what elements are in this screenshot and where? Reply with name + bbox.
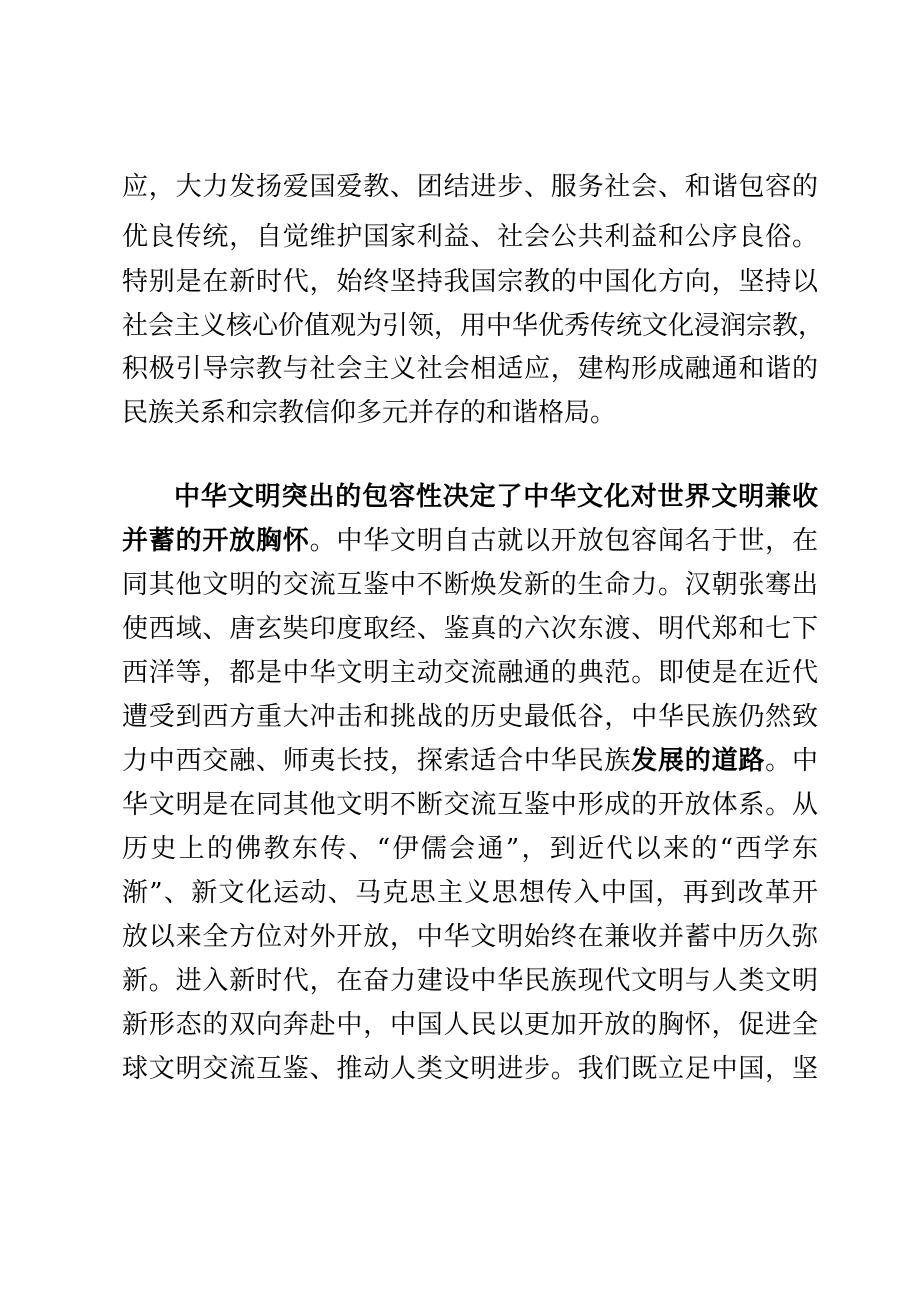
heading-text-continued: 并蓄的开放胸怀 — [122, 526, 310, 556]
paragraph-2-line-14: 球文明交流互鉴、推动人类文明进步。我们既立足中国，坚 — [122, 1054, 818, 1084]
paragraph-2-line-8: 华文明是在同其他文明不断交流互鉴中形成的开放体系。从 — [122, 790, 818, 820]
paragraph-2-line-11: 放以来全方位对外开放，中华文明始终在兼收并蓄中历久弥 — [122, 922, 818, 952]
paragraph-2-line-3: 同其他文明的交流互鉴中不断焕发新的生命力。汉朝张骞出 — [122, 570, 818, 600]
paragraph-2-line-5: 西洋等，都是中华文明主动交流融通的典范。即使是在近代 — [122, 658, 818, 688]
paragraph-2-line-2 — [122, 524, 818, 558]
bold-phrase: 发展的道路 — [631, 746, 766, 776]
paragraph-2-line-4: 使西域、唐玄奘印度取经、鉴真的六次东渡、明代郑和七下 — [122, 614, 818, 644]
body-text: 力中西交融、师夷长技，探索适合中华民族 — [122, 746, 632, 776]
paragraph-1-line-2: 优良传统，自觉维护国家利益、社会公共利益和公序良俗。 — [122, 222, 818, 252]
paragraph-2-heading-line-1 — [174, 480, 818, 514]
paragraph-1-line-3: 特别是在新时代，始终坚持我国宗教的中国化方向，坚持以 — [122, 267, 818, 297]
body-text: 。中华文明自古就以开放包容闻名于世，在 — [309, 526, 818, 556]
paragraph-1-line-4: 社会主义核心价值观为引领，用中华优秀传统文化浸润宗教， — [122, 311, 825, 341]
body-text: 。中 — [765, 746, 818, 776]
paragraph-2-line-9: 历史上的佛教东传、“伊儒会通”，到近代以来的“西学东 — [122, 834, 818, 864]
paragraph-2-line-7 — [122, 744, 818, 778]
paragraph-2-line-6: 遭受到西方重大冲击和挑战的历史最低谷，中华民族仍然致 — [122, 702, 818, 732]
paragraph-1-line-5: 积极引导宗教与社会主义社会相适应，建构形成融通和谐的 — [122, 354, 818, 384]
paragraph-2-line-13: 新形态的双向奔赴中，中国人民以更加开放的胸怀，促进全 — [122, 1010, 818, 1040]
paragraph-2-line-12: 新。进入新时代，在奋力建设中华民族现代文明与人类文明 — [122, 966, 818, 996]
paragraph-2-line-10: 渐”、新文化运动、马克思主义思想传入中国，再到改革开 — [122, 878, 818, 908]
paragraph-1-line-6: 民族关系和宗教信仰多元并存的和谐格局。 — [122, 398, 617, 428]
heading-text: 中华文明突出的包容性决定了中华文化对世界文明兼收 — [174, 482, 818, 512]
paragraph-1-line-1: 应，大力发扬爱国爱教、团结进步、服务社会、和谐包容的 — [122, 172, 818, 202]
